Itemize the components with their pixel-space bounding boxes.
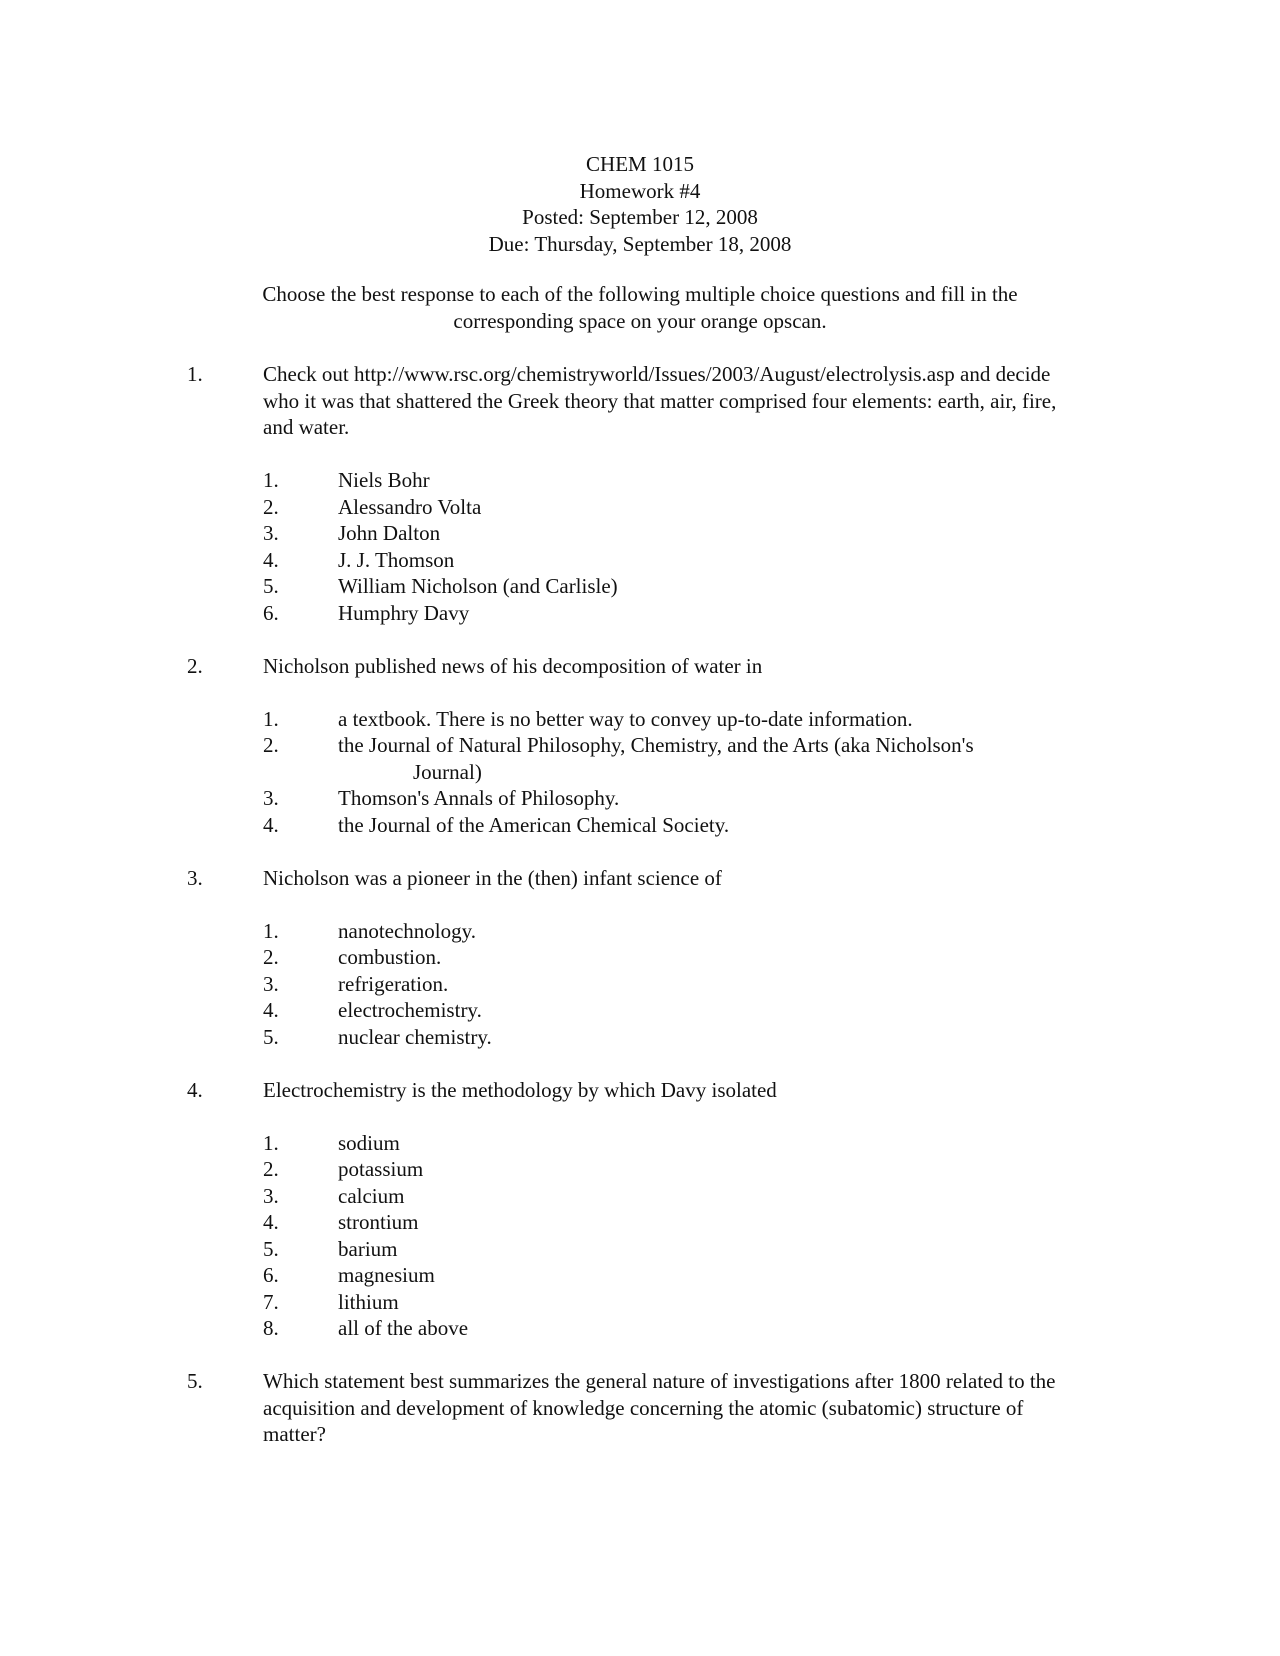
answer-options: [263, 918, 1083, 1051]
option-text-wrapper: [338, 1315, 1083, 1342]
answer-option: [263, 467, 1083, 494]
option-text-wrapper: [338, 918, 1083, 945]
option-text-continuation: Journal): [413, 759, 482, 784]
answer-option: [263, 918, 1083, 945]
option-text: potassium: [338, 1157, 424, 1181]
option-number: 3.: [263, 521, 279, 545]
answer-option: [263, 1262, 1083, 1289]
option-number: 1.: [263, 468, 279, 492]
option-text-wrapper: [338, 467, 1083, 494]
option-text-wrapper: [338, 1236, 1083, 1263]
option-text: Thomson's Annals of Philosophy.: [338, 786, 620, 810]
option-text-wrapper: [338, 1156, 1083, 1183]
option-number: 1.: [263, 918, 279, 943]
option-text-wrapper: [338, 944, 1083, 971]
option-text: J. J. Thomson: [338, 547, 455, 572]
option-text-wrapper: [338, 732, 1083, 785]
question-number: 5.: [187, 1369, 203, 1393]
option-text: electrochemistry.: [338, 998, 482, 1022]
document-header: [0, 151, 1280, 257]
answer-option: [263, 812, 1083, 839]
question-text: Which statement best summarizes the general nature of investigations after 1800 related to the acquisition and development of knowledge concerning the atomic (subatomic) structure of matter?: [263, 1369, 1056, 1446]
instructions: Choose the best response to each of the following multiple choice questions and fill in the corresponding space on your orange opscan.: [262, 282, 1018, 333]
option-number: 5.: [263, 1024, 279, 1049]
option-text-wrapper: [338, 812, 1083, 839]
answer-option: [263, 1209, 1083, 1236]
option-number: 3.: [263, 786, 279, 810]
option-text: combustion.: [338, 945, 442, 969]
question-2: [0, 653, 1280, 839]
due-date: Due: Thursday, September 18, 2008: [488, 231, 792, 256]
option-number: 6.: [263, 600, 279, 625]
answer-options: [263, 467, 1083, 626]
option-text-wrapper: [338, 1262, 1083, 1289]
option-text: a textbook. There is no better way to convey up-to-date information.: [338, 706, 913, 731]
option-text-wrapper: [338, 1130, 1083, 1157]
answer-option: [263, 971, 1083, 998]
option-number: 3.: [263, 1183, 279, 1208]
option-number: 4.: [263, 1210, 279, 1234]
answer-option: [263, 547, 1083, 574]
answer-options: [263, 706, 1083, 839]
answer-option: [263, 1236, 1083, 1263]
option-text: strontium: [338, 1210, 419, 1234]
answer-option: [263, 494, 1083, 521]
option-text-wrapper: [338, 706, 1083, 733]
option-number: 6.: [263, 1263, 279, 1287]
answer-option: [263, 1289, 1083, 1316]
option-text-wrapper: [338, 600, 1083, 627]
homework-title: Homework #4: [579, 178, 701, 203]
option-text-wrapper: [338, 1183, 1083, 1210]
answer-option: [263, 944, 1083, 971]
option-text-wrapper: [338, 573, 1083, 600]
option-text: calcium: [338, 1183, 405, 1208]
question-list: [0, 361, 1280, 1474]
option-text-wrapper: [338, 547, 1083, 574]
option-number: 4.: [263, 812, 279, 837]
option-number: 2.: [263, 945, 279, 969]
answer-option: [263, 1156, 1083, 1183]
answer-option: [263, 600, 1083, 627]
option-text: nanotechnology.: [338, 918, 477, 943]
question-number: 1.: [187, 362, 203, 386]
question-number: 3.: [187, 865, 203, 890]
option-text: Niels Bohr: [338, 468, 430, 492]
option-text-wrapper: [338, 1024, 1083, 1051]
question-text: Check out http://www.rsc.org/chemistryworld/Issues/2003/August/electrolysis.asp and decide who it was that shattered the Greek theory that matter comprised four elements: earth, air, fire, and water.: [263, 362, 1057, 439]
question-text: Nicholson was a pioneer in the (then) infant science of: [263, 865, 722, 890]
answer-option: [263, 1183, 1083, 1210]
question-5: [0, 1368, 1280, 1448]
option-text: magnesium: [338, 1263, 435, 1287]
option-text: sodium: [338, 1130, 400, 1155]
answer-option: [263, 785, 1083, 812]
option-text: nuclear chemistry.: [338, 1024, 492, 1049]
question-text: Nicholson published news of his decomposition of water in: [263, 653, 763, 678]
question-number: 2.: [187, 653, 203, 678]
option-text: the Journal of the American Chemical Society.: [338, 812, 730, 837]
option-text-wrapper: [338, 1289, 1083, 1316]
question-3: [0, 865, 1280, 1051]
option-number: 2.: [263, 733, 279, 757]
option-text-wrapper: [338, 520, 1083, 547]
option-text: all of the above: [338, 1316, 469, 1340]
answer-option: [263, 1024, 1083, 1051]
option-number: 1.: [263, 706, 279, 731]
option-number: 5.: [263, 1236, 279, 1261]
answer-option: [263, 520, 1083, 547]
question-4: [0, 1077, 1280, 1342]
option-number: 5.: [263, 574, 279, 598]
option-text-wrapper: [338, 494, 1083, 521]
question-number: 4.: [187, 1077, 203, 1102]
question-1: [0, 361, 1280, 626]
option-text-wrapper: [338, 1209, 1083, 1236]
option-text-wrapper: [338, 971, 1083, 998]
option-text: barium: [338, 1236, 398, 1261]
answer-option: [263, 1130, 1083, 1157]
option-text: John Dalton: [338, 521, 441, 545]
option-text: the Journal of Natural Philosophy, Chemistry, and the Arts (aka Nicholson's: [338, 733, 974, 757]
answer-option: [263, 1315, 1083, 1342]
option-text: Alessandro Volta: [338, 494, 482, 519]
option-number: 8.: [263, 1316, 279, 1340]
answer-option: [263, 997, 1083, 1024]
option-number: 2.: [263, 494, 279, 519]
posted-date: Posted: September 12, 2008: [522, 205, 758, 229]
option-number: 7.: [263, 1289, 279, 1314]
option-number: 1.: [263, 1130, 279, 1155]
option-text: lithium: [338, 1289, 399, 1314]
option-text: Humphry Davy: [338, 600, 470, 625]
answer-option: [263, 573, 1083, 600]
question-text: Electrochemistry is the methodology by which Davy isolated: [263, 1077, 777, 1102]
option-text: refrigeration.: [338, 971, 449, 996]
option-text-wrapper: [338, 785, 1083, 812]
answer-option: [263, 732, 1083, 785]
course-title: CHEM 1015: [586, 152, 694, 176]
option-number: 2.: [263, 1157, 279, 1181]
option-text: William Nicholson (and Carlisle): [338, 574, 618, 598]
option-number: 3.: [263, 971, 279, 996]
answer-option: [263, 706, 1083, 733]
option-text-wrapper: [338, 997, 1083, 1024]
option-number: 4.: [263, 998, 279, 1022]
answer-options: [263, 1130, 1083, 1342]
option-number: 4.: [263, 547, 279, 572]
